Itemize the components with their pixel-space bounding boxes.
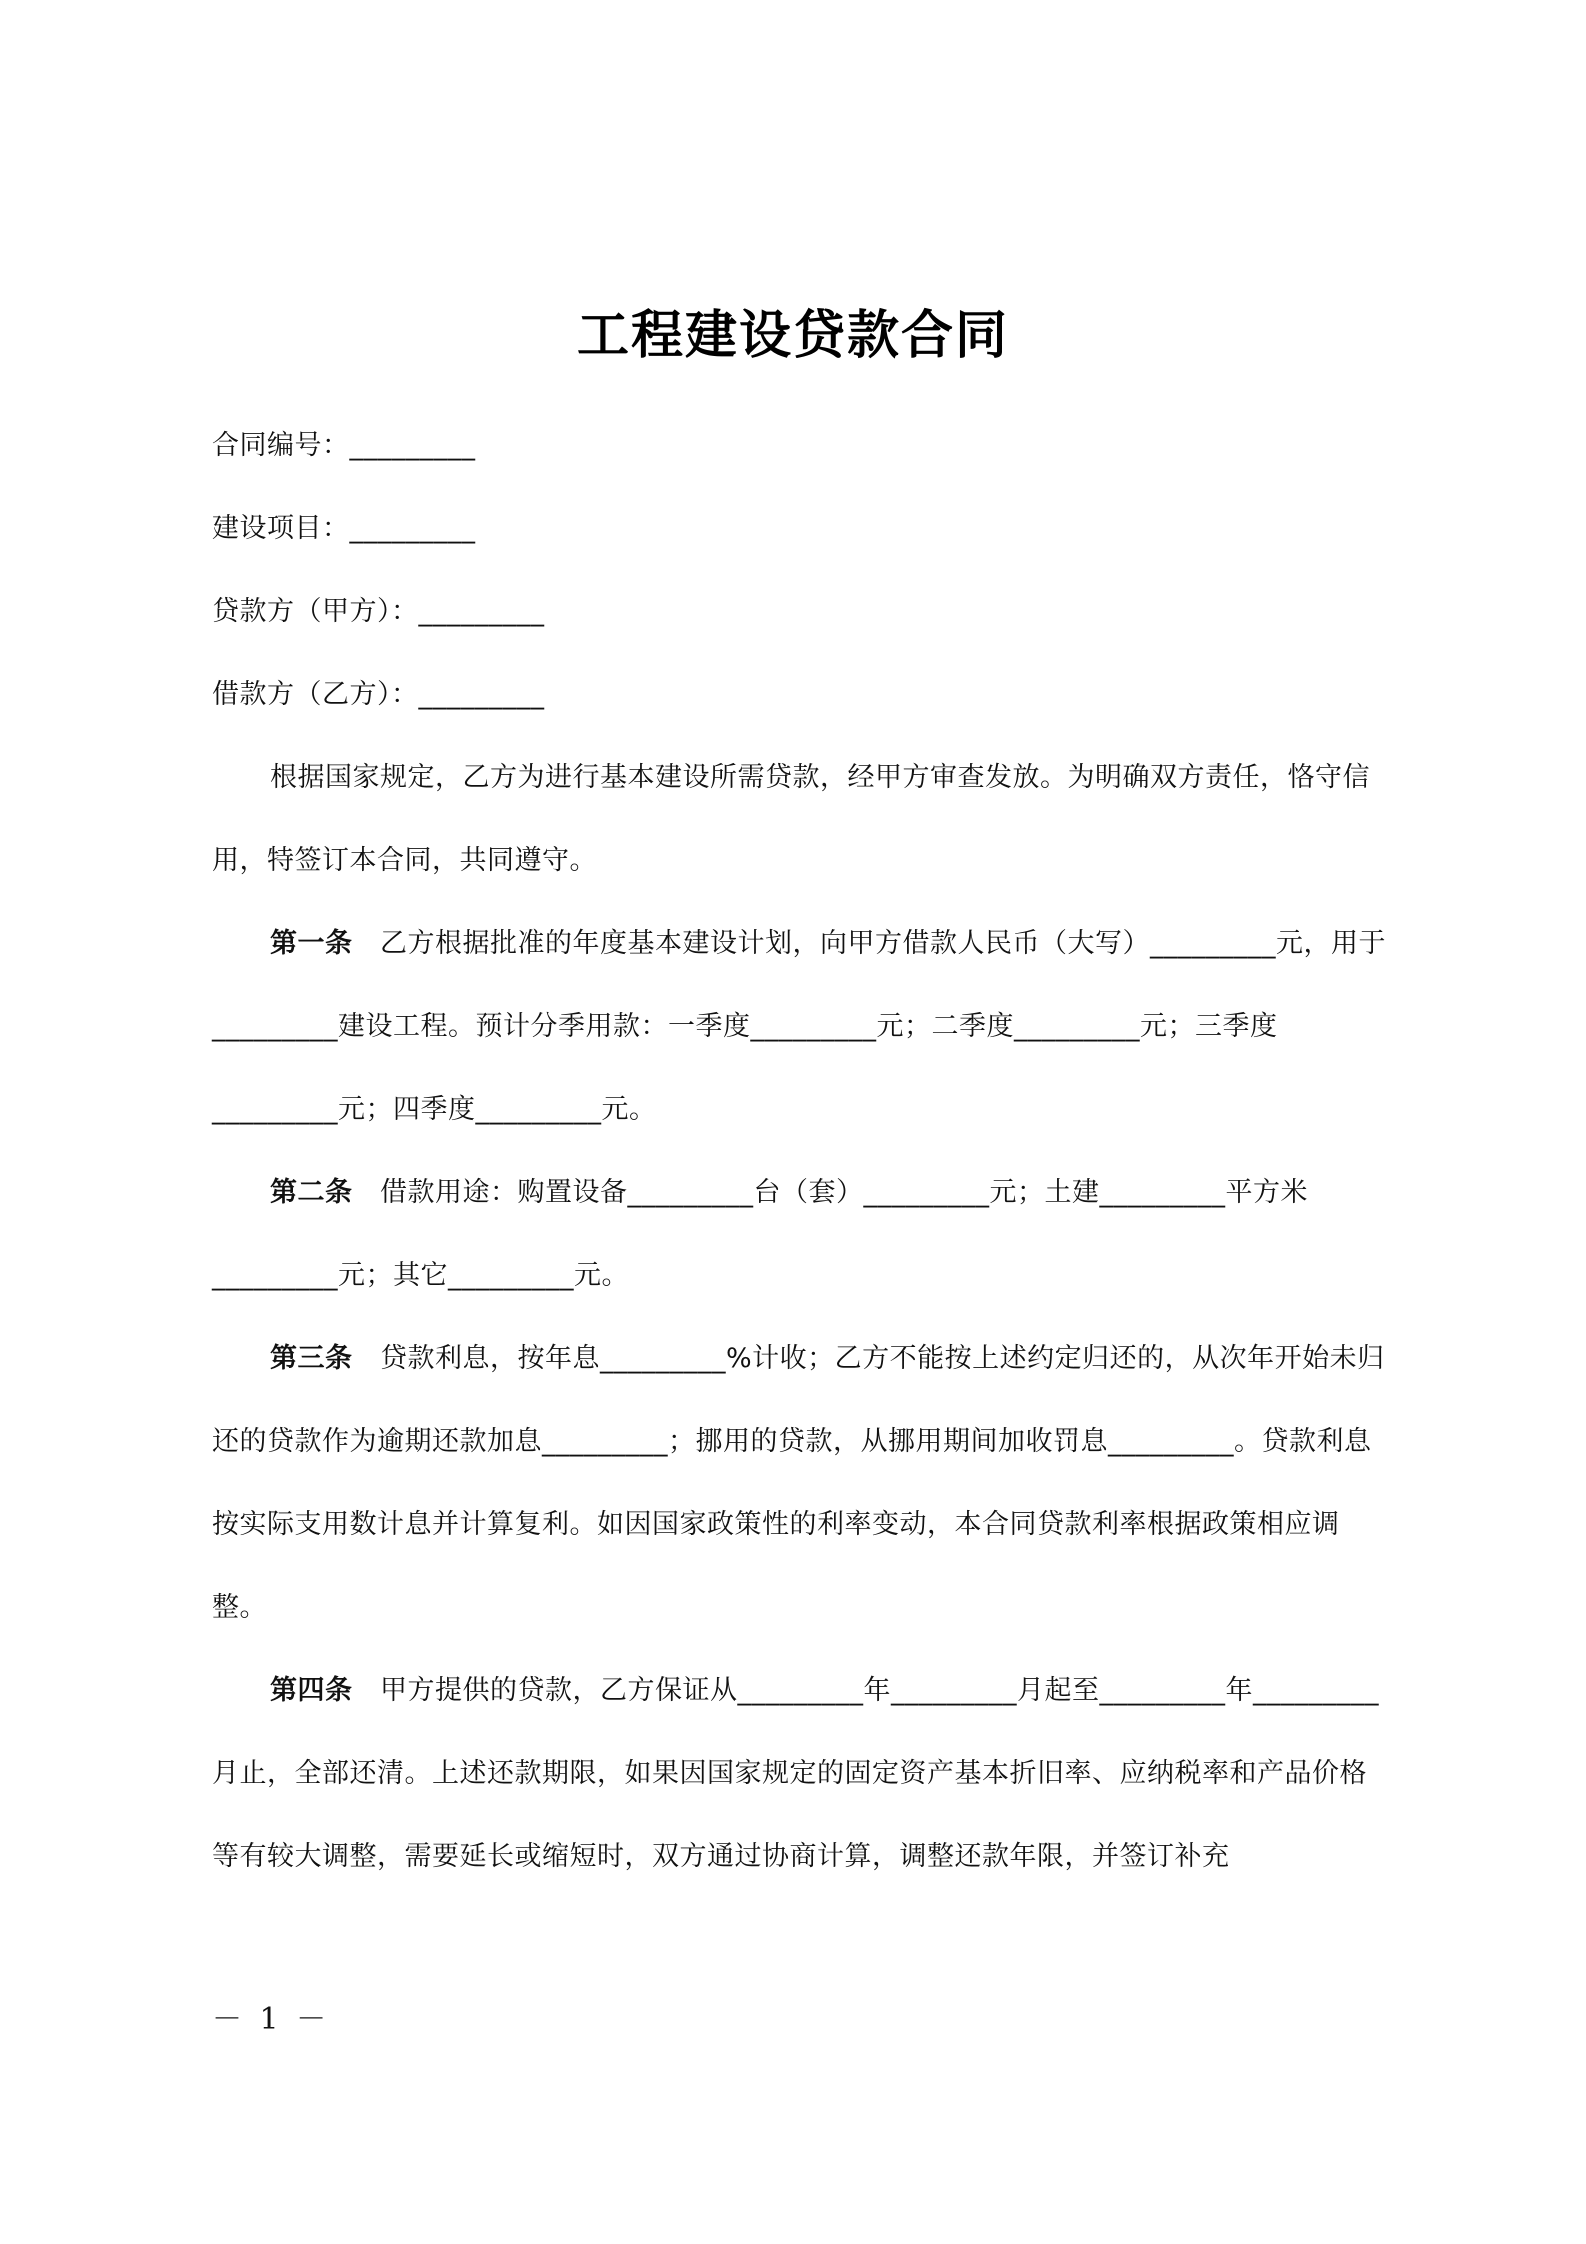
preamble-paragraph: 根据国家规定，乙方为进行基本建设所需贷款，经甲方审查发放。为明确双方责任，恪守信用，特签订本合同，共同遵守。: [212, 762, 1370, 876]
field-project: 建设项目：_________: [212, 513, 476, 544]
field-lender: 贷款方（甲方）：_________: [212, 596, 545, 627]
field-contract-number: 合同编号：_________: [212, 430, 476, 461]
field-borrower: 借款方（乙方）：_________: [212, 679, 545, 710]
article-3: [212, 1317, 1394, 1649]
article-1-text: 乙方根据批准的年度基本建设计划，向甲方借款人民币（大写）_________元，用于_________建设工程。预计分季用款：一季度_________元；二季度_________元；三季度_________元；四季度_________元。: [212, 928, 1386, 1125]
article-1-heading: 第一条: [270, 928, 353, 959]
page-number: － 1 －: [212, 2002, 331, 2037]
article-2: [212, 1151, 1394, 1317]
article-3-heading: 第三条: [270, 1343, 353, 1374]
document-title: 工程建设贷款合同: [576, 306, 1009, 366]
article-4: [212, 1649, 1394, 1898]
article-2-text: 借款用途：购置设备_________台（套）_________元；土建_________平方米_________元；其它_________元。: [212, 1177, 1308, 1291]
article-4-text: 甲方提供的贷款，乙方保证从_________年_________月起至_________年_________月止，全部还清。上述还款期限，如果因国家规定的固定资产基本折旧率、应纳税率和产品价格等有较大调整，需要延长或缩短时，双方通过协商计算，调整还款年限，并签订补充: [212, 1675, 1379, 1872]
article-1: [212, 902, 1394, 1151]
article-2-heading: 第二条: [270, 1177, 353, 1208]
article-4-heading: 第四条: [270, 1675, 353, 1706]
article-3-text: 贷款利息，按年息_________%计收；乙方不能按上述约定归还的，从次年开始未归还的贷款作为逾期还款加息_________；挪用的贷款，从挪用期间加收罚息_________。贷款利息按实际支用数计息并计算复利。如因国家政策性的利率变动，本合同贷款利率根据政策相应调整。: [212, 1343, 1385, 1623]
document-body: [212, 404, 1394, 1898]
